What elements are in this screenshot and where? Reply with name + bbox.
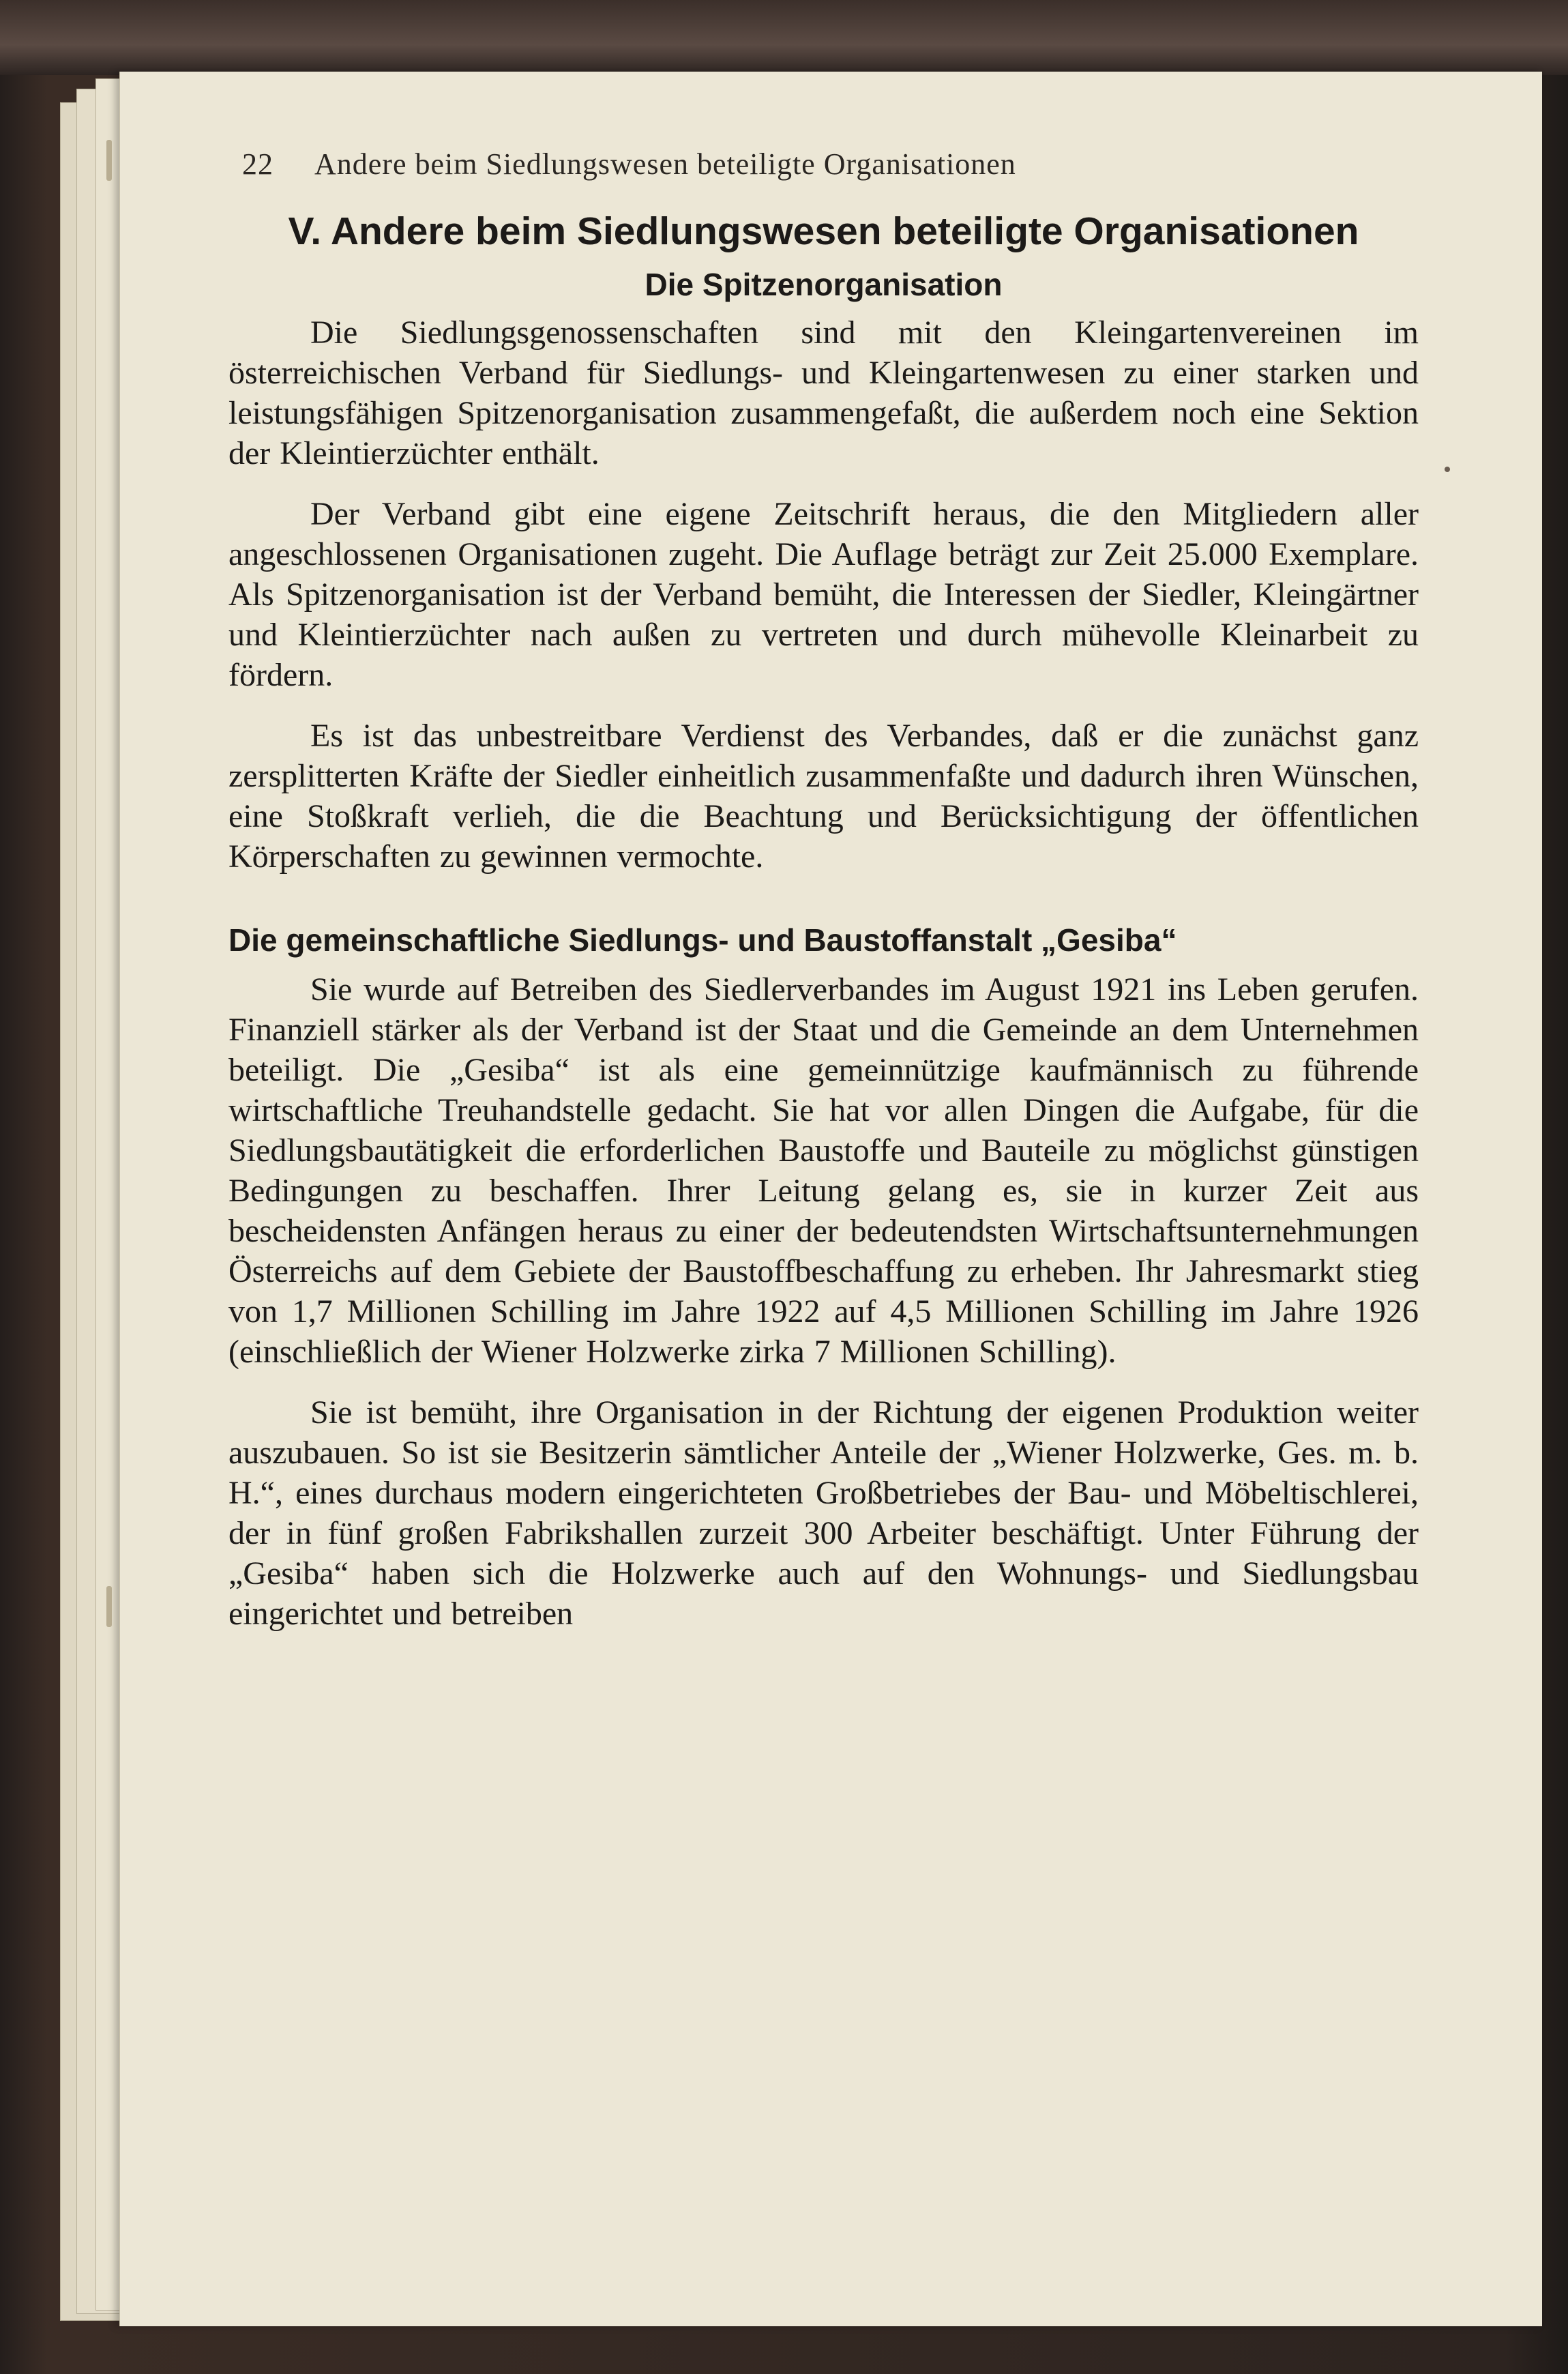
running-head: [242, 147, 1419, 181]
section-title-spitzenorganisation: Die Spitzenorganisation: [645, 267, 1003, 302]
page-fold-mark: [106, 140, 112, 181]
page-text: [228, 147, 1419, 1654]
ink-dot: [1445, 467, 1450, 472]
paragraph: Sie ist bemüht, ihre Organisation in der Richtung der eigenen Produktion weiter auszubauen. So ist sie Besitzerin sämtlicher Anteile der „Wiener Holzwerke, Ges. m. b. H.“, eines durchaus modern eingerichteten Großbetriebes der Bau- und Möbeltischlerei, der in fünf großen Fabrikshallen zurzeit 300 Arbeiter beschäftigt. Unter Führung der „Gesiba“ haben sich die Holzwerke auch auf den Wohnungs- und Siedlungsbau eingerichtet und betreiben: [228, 1394, 1419, 1632]
chapter-title: V. Andere beim Siedlungswesen beteiligte Organisationen: [288, 209, 1359, 253]
paragraph: Der Verband gibt eine eigene Zeitschrift heraus, die den Mitgliedern aller angeschlossenen Organisationen zugeht. Die Auflage beträgt zur Zeit 25.000 Exemplare. Als Spitzenorganisation ist der Verband bemüht, die Interessen der Siedler, Kleingärtner und Kleintierzüchter nach außen zu vertreten und durch mühevolle Kleinarbeit zu fördern.: [228, 496, 1419, 693]
section-title-gesiba: Die gemeinschaftliche Siedlungs- und Baustoffanstalt „Gesiba“: [228, 922, 1177, 958]
page-number: 22: [242, 147, 273, 181]
book-cover-edge: [0, 0, 1568, 75]
page-fold-mark: [106, 1586, 112, 1627]
paragraph: Es ist das unbestreitbare Verdienst des Verbandes, daß er die zunächst ganz zersplitterten Kräfte der Siedler einheitlich zusammenfaßte und dadurch ihren Wünschen, eine Stoßkraft verlieh, die die Beachtung und Berücksichtigung der öffentlichen Körperschaften zu gewinnen vermochte.: [228, 718, 1419, 875]
running-head-title: Andere beim Siedlungswesen beteiligte Organisationen: [314, 147, 1016, 181]
paragraph: Sie wurde auf Betreiben des Siedlerverbandes im August 1921 ins Leben gerufen. Finanziell stärker als der Verband ist der Staat und die Gemeinde an dem Unternehmen beteiligt. Die „Gesiba“ ist als eine gemeinnützige kaufmännisch zu führende wirtschaftliche Treuhandstelle gedacht. Sie hat vor allen Dingen die Aufgabe, für die Siedlungsbautätigkeit die erforderlichen Baustoffe und Bauteile zu möglichst günstigen Bedingungen zu beschaffen. Ihrer Leitung gelang es, sie in kurzer Zeit aus bescheidensten Anfängen heraus zu einer der bedeutendsten Wirtschaftsunternehmungen Österreichs auf dem Gebiete der Baustoffbeschaffung zu erheben. Ihr Jahresmarkt stieg von 1,7 Millionen Schilling im Jahre 1922 auf 4,5 Millionen Schilling im Jahre 1926 (einschließlich der Wiener Holzwerke zirka 7 Millionen Schilling).: [228, 971, 1419, 1370]
paragraph: Die Siedlungsgenossenschaften sind mit den Kleingartenvereinen im österreichischen Verband für Siedlungs- und Kleingartenwesen zu einer starken und leistungsfähigen Spitzenorganisation zusammengefaßt, die außerdem noch eine Sektion der Kleintierzüchter enthält.: [228, 314, 1419, 471]
